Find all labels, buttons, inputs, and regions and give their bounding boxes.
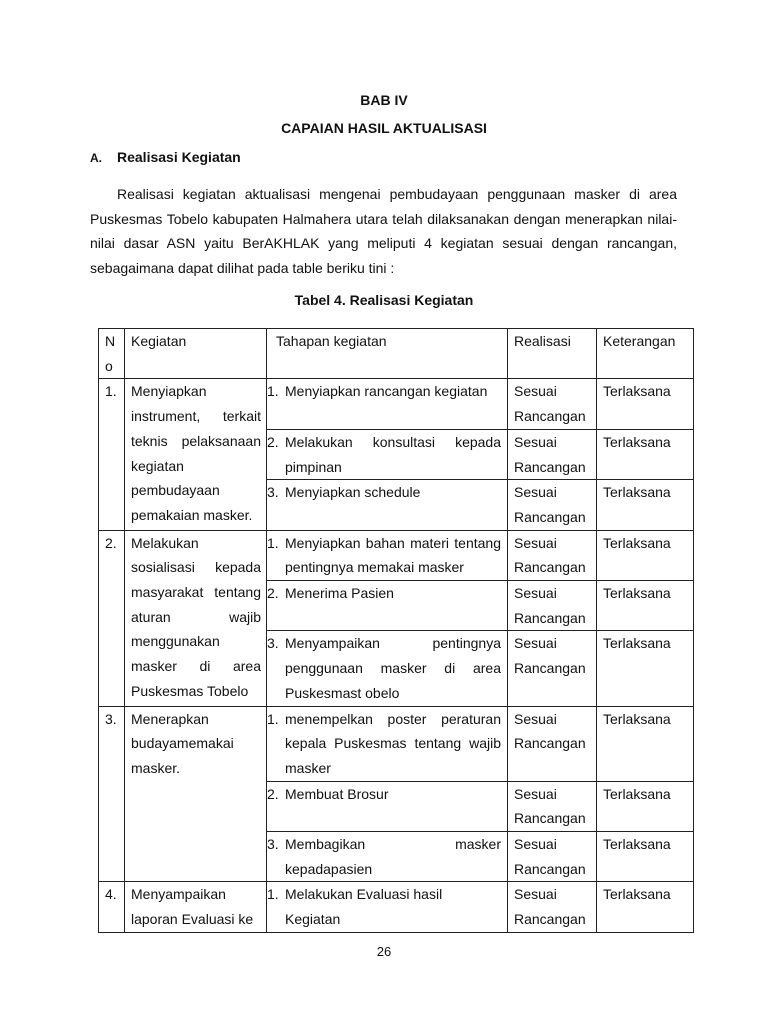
- header-realisasi: Realisasi: [508, 329, 597, 379]
- tahapan-cell: 1. Menyiapkan bahan materi tentang pentingnya memakai masker: [267, 530, 508, 580]
- keterangan-cell: Terlaksana: [597, 781, 694, 831]
- intro-paragraph: Realisasi kegiatan aktualisasi mengenai pembudayaan penggunaan masker di area Puskesmas Tobelo kabupaten Halmahera utara telah dilaksanakan dengan menerapkan nilai-nilai dasar ASN yaitu BerAKHLAK yang meliputi 4 kegiatan sesuai dengan rancangan, sebagaimana dapat dilihat pada table beriku tini :: [90, 186, 677, 277]
- keterangan-cell: Terlaksana: [597, 480, 694, 530]
- table-caption: Tabel 4. Realisasi Kegiatan: [294, 292, 474, 308]
- realisasi-cell: Sesuai Rancangan: [508, 581, 597, 631]
- header-tahapan: Tahapan kegiatan: [267, 329, 508, 379]
- header-no: N o: [99, 329, 125, 379]
- keterangan-cell: Terlaksana: [597, 631, 694, 706]
- keterangan-cell: Terlaksana: [597, 832, 694, 882]
- keterangan-cell: Terlaksana: [597, 429, 694, 479]
- keterangan-cell: Terlaksana: [597, 581, 694, 631]
- tahapan-cell: 2. Menerima Pasien: [267, 581, 508, 631]
- kegiatan-cell: Menyiapkan instrument, terkait teknis pelaksanaan kegiatan pembudayaan pemakaian masker.: [125, 379, 267, 530]
- realisasi-cell: Sesuai Rancangan: [508, 706, 597, 781]
- realisasi-cell: Sesuai Rancangan: [508, 882, 597, 932]
- table-row: [99, 882, 694, 932]
- section-heading: [90, 149, 241, 165]
- realisasi-cell: Sesuai Rancangan: [508, 631, 597, 706]
- keterangan-cell: Terlaksana: [597, 882, 694, 932]
- kegiatan-cell: Menerapkan budayamemakai masker.: [125, 706, 267, 882]
- header-kegiatan: Kegiatan: [125, 329, 267, 379]
- tahapan-cell: 1. Menyiapkan rancangan kegiatan: [267, 379, 508, 429]
- tahapan-cell: 3. Membagikan masker kepadapasien: [267, 832, 508, 882]
- realisasi-cell: Sesuai Rancangan: [508, 379, 597, 429]
- table-row: [99, 706, 694, 781]
- tahapan-cell: 2. Melakukan konsultasi kepada pimpinan: [267, 429, 508, 479]
- table-row: [99, 530, 694, 580]
- kegiatan-cell: Melakukan sosialisasi kepada masyarakat tentang aturan wajib menggunakan masker di area Puskesmas Tobelo: [125, 530, 267, 706]
- tahapan-cell: 2. Membuat Brosur: [267, 781, 508, 831]
- chapter-heading: BAB IV: [360, 92, 408, 108]
- row-number: 4.: [99, 882, 125, 932]
- keterangan-cell: Terlaksana: [597, 706, 694, 781]
- page-number: 26: [376, 944, 392, 959]
- tahapan-cell: 3. Menyiapkan schedule: [267, 480, 508, 530]
- chapter-title: CAPAIAN HASIL AKTUALISASI: [281, 120, 487, 136]
- realisasi-cell: Sesuai Rancangan: [508, 781, 597, 831]
- keterangan-cell: Terlaksana: [597, 530, 694, 580]
- realisasi-table: [98, 328, 694, 933]
- section-marker: A.: [90, 151, 102, 165]
- row-number: 2.: [99, 530, 125, 706]
- row-number: 1.: [99, 379, 125, 530]
- realisasi-cell: Sesuai Rancangan: [508, 429, 597, 479]
- table-row: [99, 379, 694, 429]
- row-number: 3.: [99, 706, 125, 882]
- tahapan-cell: 1. Melakukan Evaluasi hasil Kegiatan: [267, 882, 508, 932]
- realisasi-cell: Sesuai Rancangan: [508, 832, 597, 882]
- keterangan-cell: Terlaksana: [597, 379, 694, 429]
- tahapan-cell: 1. menempelkan poster peraturan kepala Puskesmas tentang wajib masker: [267, 706, 508, 781]
- realisasi-cell: Sesuai Rancangan: [508, 480, 597, 530]
- realisasi-cell: Sesuai Rancangan: [508, 530, 597, 580]
- section-title: Realisasi Kegiatan: [117, 149, 241, 165]
- tahapan-cell: 3. Menyampaikan pentingnya penggunaan masker di area Puskesmast obelo: [267, 631, 508, 706]
- table-header-row: [99, 329, 694, 379]
- kegiatan-cell: Menyampaikan laporan Evaluasi ke: [125, 882, 267, 932]
- header-keterangan: Keterangan: [597, 329, 694, 379]
